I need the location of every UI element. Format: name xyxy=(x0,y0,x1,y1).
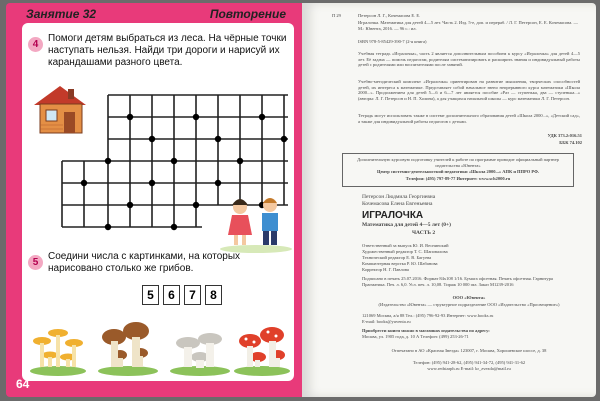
sale-title: Приобрести книги можно в магазинах издательства по адресу: xyxy=(362,328,490,333)
bbk-code: ББК 74.102 xyxy=(559,140,582,145)
frame-line-2: Центр системно-деятельностной педагогики «Школа 2000...» АПК и ППРО РФ. xyxy=(376,169,540,174)
number-box-6[interactable]: 6 xyxy=(163,285,180,305)
credit-2: Художественный редактор Т. С. Шаповалова xyxy=(362,249,448,254)
task-5-number: 5 xyxy=(28,255,43,270)
publisher-info: (Издательство «Ювента» — структурное подразделение ООО «Издательство «Просвещение») xyxy=(378,302,560,307)
mushroom-picture-4 xyxy=(234,327,290,376)
lesson-title: Занятие 32 xyxy=(26,7,97,21)
book-part: ЧАСТЬ 2 xyxy=(412,230,436,236)
annotation-2: Учебно-методический комплект «Игралочка» ориентирован на развитие мышления, творческих способностей детей, их интереса к математике. Представляет собой начальное звено непрерывного курса математики «Школа 2000...». Продолжением для детей 5—6 и 6—7 лет является пособие «Раз — ступенька, два — ступенька...» (авторы: Л. Г. Петерсон и Н. П. Холина), а для учащихся начальной школы — курс математики Л. Г. Петерсон. xyxy=(358,79,580,101)
partner-frame xyxy=(342,153,574,187)
mushroom-picture-2 xyxy=(98,322,158,376)
print-info: Подписано в печать 25.07.2016. Формат 84x108 1/16. Бумага офсетная. Печать офсетная. Гарнитура Прагматика. Печ. л. 6,0. Усл. печ. л. 10,08. Тираж 10 000 экз. Заказ М1239-2016 xyxy=(362,276,553,287)
credit-1: Ответственный за выпуск Ю. И. Веснинский xyxy=(362,243,449,248)
sale-address: Москва, ул. 1905 года, д. 10 А Телефон: (499) 253-26-71 xyxy=(362,334,469,339)
top-code: П 29 xyxy=(332,13,341,18)
frame-line-1: Дополнительную курсовую подготовку учителей к работе по программе проводит официальный партнер издательства «Ювента» xyxy=(357,157,559,168)
author-2: Кочемасова Елена Евгеньевна xyxy=(362,201,433,207)
publisher-email: E-mail: books@yuventa.ru xyxy=(362,319,411,324)
left-page xyxy=(6,3,302,397)
annotation-1: Учебная тетрадь «Игралочка», часть 2 является дополнительным пособием к курсу «Игралочка» для детей 4—5 лет. Её задача — помочь педагогам, родителям систематизировать и расширить знания и индивидуальный работы детей с родителями или воспитателями после занятий. xyxy=(358,51,580,67)
author-1: Петерсон Людмила Георгиевна xyxy=(362,194,436,200)
credit-5: Корректор Н. Г. Павлова xyxy=(362,267,409,272)
annotation-3: Тетрадь могут использовать также в системе дополнительного образования детей «Школа 2000...», «Детский сад», а также для индивидуальной работы педагогов с детьми. xyxy=(358,113,580,124)
number-box-8[interactable]: 8 xyxy=(205,285,222,305)
task-4-number: 4 xyxy=(28,37,43,52)
task-5-text: Соедини числа с картинками, на которых нарисовано столько же грибов. xyxy=(48,251,241,274)
right-page xyxy=(302,3,596,397)
printer-info: Отпечатано в АО «Красная Звезда» 123007, г. Москва, Хорошевское шоссе, д. 38 xyxy=(391,348,547,353)
book-subtitle: Математика для детей 4—5 лет (0+) xyxy=(362,222,451,228)
task-4-text: Помоги детям выбраться из леса. На чёрные точки наступать нельзя. Найди три дороги и нарисуй их карандашами разного цвета. xyxy=(48,33,287,68)
credit-4: Компьютерная верстка Р. Ю. Шабанова xyxy=(362,261,438,266)
number-box-5[interactable]: 5 xyxy=(142,285,159,305)
isbn: ISBN 978-5-85429-390-7 (2-я книга) xyxy=(358,39,427,44)
section-title: Повторение xyxy=(209,7,286,21)
book-spread xyxy=(6,3,596,397)
udk-authors: Петерсон Л. Г., Кочемасова Е. Е. xyxy=(358,13,421,18)
publisher-name: ООО «Ювента» xyxy=(452,295,486,300)
mushroom-picture-1 xyxy=(30,329,86,376)
printer-url: www.redstarph.ru E-mail: kr_zvezda@mail.ru xyxy=(427,366,511,371)
credit-3: Технический редактор Е. В. Багуева xyxy=(362,255,432,260)
printer-phones: Телефон: (495) 941-28-62, (495) 941-34-72, (495) 941-31-62 xyxy=(412,360,526,365)
udk-code: УДК 373.2:016.51 xyxy=(547,133,582,138)
book-title: ИГРАЛОЧКА xyxy=(362,210,424,221)
number-box-7[interactable]: 7 xyxy=(184,285,201,305)
mushroom-pictures xyxy=(28,311,292,377)
left-page-content xyxy=(22,23,294,381)
children-illustration xyxy=(218,191,294,253)
mushroom-picture-3 xyxy=(170,333,230,376)
publisher-address: 121069 Москва, а/я 88 Тел.: (495) 796-92-93 Интернет: www.books.ru xyxy=(362,313,494,318)
page-number: 64 xyxy=(16,377,30,391)
catalog-title: Игралочка. Математика для детей 4—5 лет. Часть 2. Изд. 5-е, доп. и перераб. / Л. Г. Петерсон, Е. Е. Кочемасова. — М.: Ювента, 2016. — 96 с.: ил. xyxy=(358,20,578,31)
frame-line-3: Телефон: (495) 797-89-77 Интернет: www.sch2000.ru xyxy=(405,176,511,181)
